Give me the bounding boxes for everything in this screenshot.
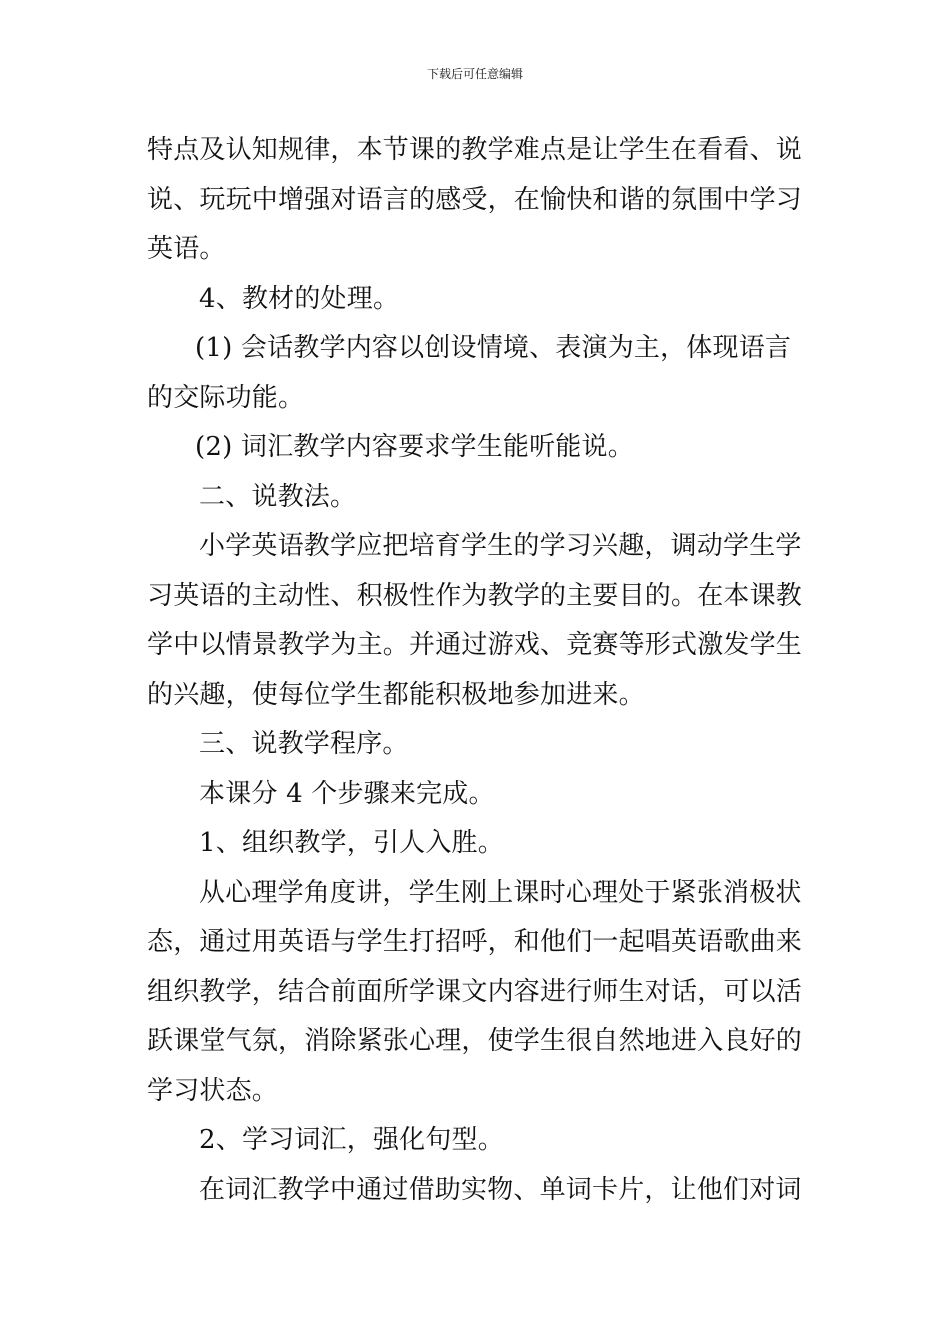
text-line: 学中以情景教学为主。并通过游戏、竞赛等形式激发学生 [147,630,803,660]
section-heading: 三、说教学程序。 [199,729,409,759]
text-line: 说、玩玩中增强对语言的感受，在愉快和谐的氛围中学习 [147,184,803,215]
text-line: 习英语的主动性、积极性作为教学的主要目的。在本课教 [147,580,803,611]
document-body [147,126,807,1215]
section-heading: 2、学习词汇，强化句型。 [199,1125,504,1155]
text-line: (1) 会话教学内容以创设情境、表演为主，体现语言 [195,333,792,363]
text-line: 的交际功能。 [147,382,305,413]
text-line: 学习状态。 [147,1075,279,1106]
text-line: 本课分 4 个步骤来完成。 [199,778,495,809]
text-line: 小学英语教学应把培育学生的学习兴趣，调动学生学 [199,531,802,561]
text-line: 组织教学，结合前面所学课文内容进行师生对话，可以活 [147,976,803,1007]
text-line: 特点及认知规律，本节课的教学难点是让学生在看看、说 [147,135,803,165]
section-heading: 1、组织教学，引人入胜。 [199,828,504,858]
text-line: 英语。 [147,234,226,264]
section-heading: 4、教材的处理。 [199,283,400,314]
page-header: 下载后可任意编辑 [426,67,523,81]
text-line: 从心理学角度讲，学生刚上课时心理处于紧张消极状 [199,877,802,908]
text-line: (2) 词汇教学内容要求学生能听能说。 [195,432,634,462]
text-line: 的兴趣，使每位学生都能积极地参加进来。 [147,679,645,710]
text-line: 跃课堂气氛，消除紧张心理，使学生很自然地进入良好的 [147,1026,803,1056]
text-line: 在词汇教学中通过借助实物、单词卡片，让他们对词 [199,1174,802,1205]
text-line: 态，通过用英语与学生打招呼，和他们一起唱英语歌曲来 [147,927,803,957]
section-heading: 二、说教法。 [199,481,357,512]
